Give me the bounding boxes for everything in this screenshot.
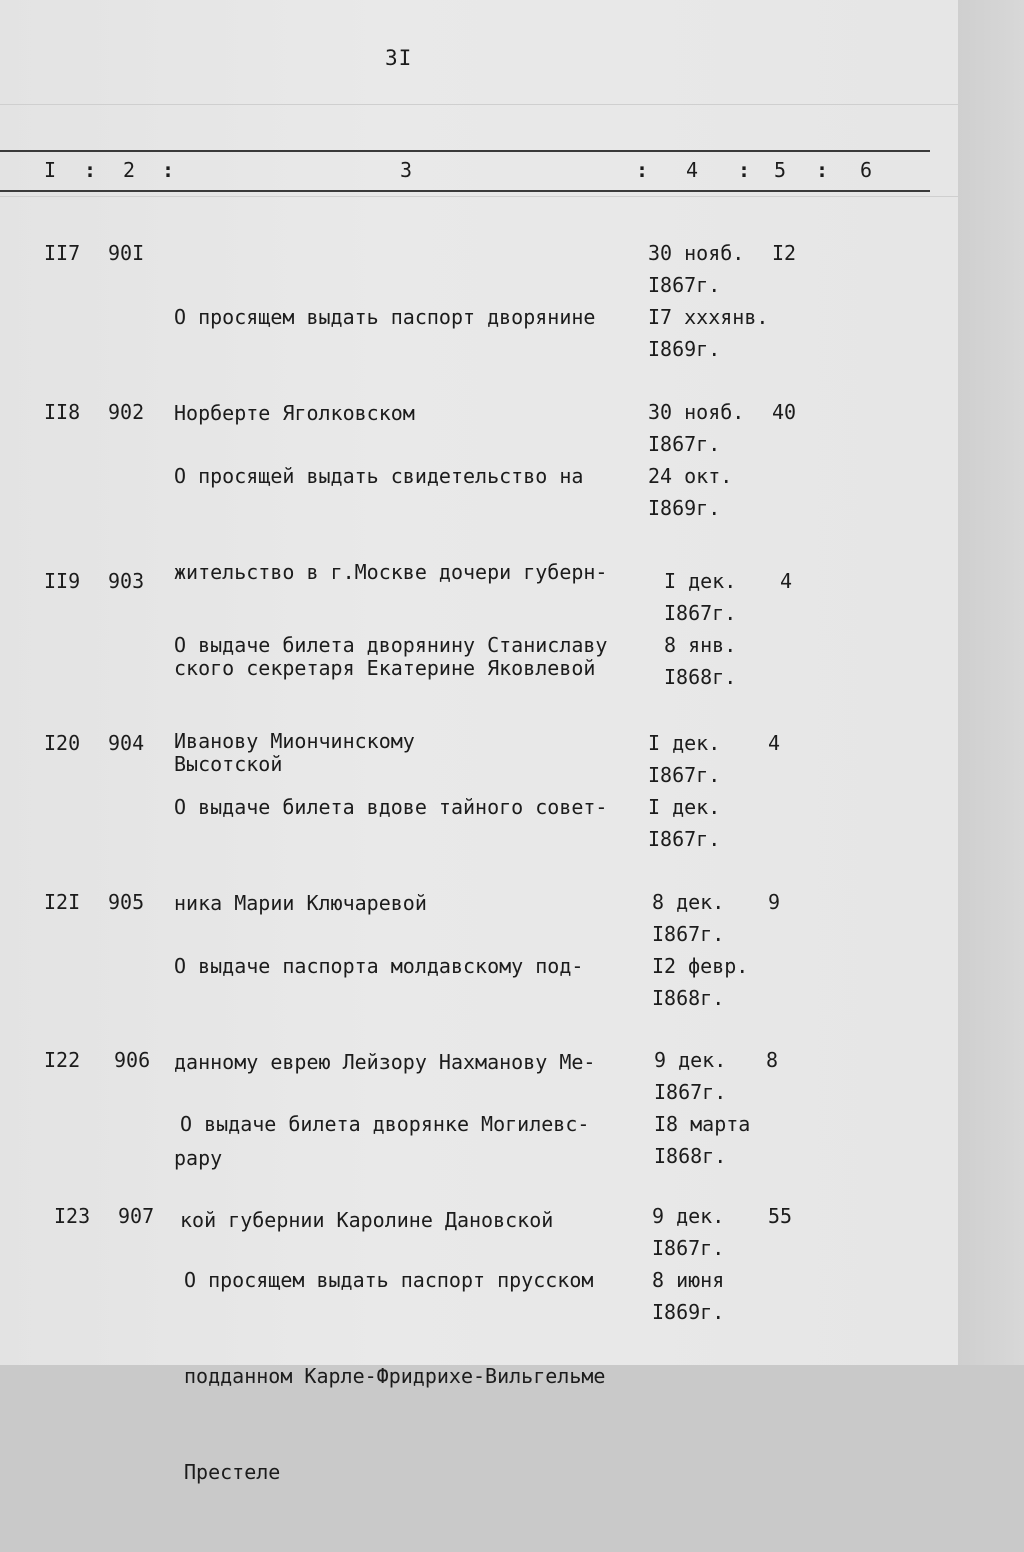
row-number: I2I — [44, 890, 81, 914]
header-separator: : — [84, 158, 97, 182]
description-line: О просящей выдать свидетельство на — [174, 464, 584, 488]
date-line: 9 дек. — [652, 1204, 725, 1228]
date-line: I868г. — [652, 986, 725, 1010]
row-dates — [648, 727, 768, 855]
date-line: I867г. — [648, 827, 721, 851]
description-line: Норберте Яголковском — [174, 401, 415, 425]
date-line: 8 янв. — [664, 633, 737, 657]
page-number: 3I — [385, 46, 413, 70]
file-number: 904 — [108, 731, 145, 755]
faint-rule — [0, 196, 958, 197]
date-line: I867г. — [654, 1080, 727, 1104]
date-line: I869г. — [648, 496, 721, 520]
row-number: I22 — [44, 1048, 81, 1072]
description-line: данному еврею Лейзору Нахманову Ме- — [174, 1050, 596, 1074]
date-line: 8 июня — [652, 1268, 725, 1292]
header-separator: : — [738, 158, 751, 182]
date-line: 30 нояб. — [648, 241, 745, 265]
description-line: О выдаче билета дворянину Станиславу — [174, 633, 608, 657]
date-line: I дек. — [664, 569, 737, 593]
row-dates — [664, 565, 784, 693]
sheet-count: 4 — [768, 731, 781, 755]
header-col-6: 6 — [860, 158, 873, 182]
description-line: жительство в г.Москве дочери губерн- — [174, 560, 608, 584]
description-line: Престеле — [184, 1460, 281, 1484]
description-line: рару — [174, 1146, 223, 1170]
header-col-2: 2 — [123, 158, 136, 182]
header-separator: : — [162, 158, 175, 182]
date-line: I869г. — [652, 1300, 725, 1324]
date-line: I869г. — [648, 337, 721, 361]
description-line: подданном Карле-Фридрихе-Вильгельме — [184, 1364, 606, 1388]
sheet-count: 4 — [780, 569, 793, 593]
description-line: Высотской — [174, 752, 283, 776]
date-line: 24 окт. — [648, 464, 733, 488]
row-description — [184, 1200, 664, 1552]
header-separator: : — [816, 158, 829, 182]
row-number: I23 — [54, 1204, 91, 1228]
description-line: О выдаче паспорта молдавскому под- — [174, 954, 584, 978]
faint-rule — [0, 104, 958, 105]
description-line: ского секретаря Екатерине Яковлевой — [174, 656, 596, 680]
date-line: I дек. — [648, 795, 721, 819]
date-line: I868г. — [664, 665, 737, 689]
sheet-count: 40 — [772, 400, 797, 424]
header-col-4: 4 — [686, 158, 699, 182]
sheet-count: 9 — [768, 890, 781, 914]
date-line: 8 дек. — [652, 890, 725, 914]
header-col-1: I — [44, 158, 57, 182]
date-line: 9 дек. — [654, 1048, 727, 1072]
description-line: О просящем выдать паспорт прусском — [184, 1268, 594, 1292]
row-number: II7 — [44, 241, 81, 265]
description-line: Иванову Миончинскому — [174, 729, 415, 753]
date-line: I867г. — [648, 273, 721, 297]
header-top-rule — [0, 150, 930, 152]
file-number: 902 — [108, 400, 145, 424]
date-line: I867г. — [664, 601, 737, 625]
header-separator: : — [636, 158, 649, 182]
row-number: II8 — [44, 400, 81, 424]
date-line: I дек. — [648, 731, 721, 755]
header-col-5: 5 — [774, 158, 787, 182]
header-col-3: 3 — [400, 158, 413, 182]
description-line: О выдаче билета дворянке Могилевс- — [180, 1112, 590, 1136]
date-line: I7 хххянв. — [648, 305, 769, 329]
file-number: 906 — [114, 1048, 151, 1072]
row-dates — [652, 886, 772, 1014]
sheet-count: 55 — [768, 1204, 793, 1228]
row-dates — [654, 1044, 774, 1172]
file-number: 90I — [108, 241, 145, 265]
row-dates — [648, 396, 768, 524]
description-line: О просящем выдать паспорт дворянине — [174, 305, 596, 329]
sheet-count: I2 — [772, 241, 797, 265]
date-line: I867г. — [648, 432, 721, 456]
description-line: О выдаче билета вдове тайного совет- — [174, 795, 608, 819]
underlying-sheet-edge — [958, 0, 1024, 1365]
header-bottom-rule — [0, 190, 930, 192]
description-line: ника Марии Ключаревой — [174, 891, 427, 915]
row-number: II9 — [44, 569, 81, 593]
date-line: I867г. — [652, 1236, 725, 1260]
row-number: I20 — [44, 731, 81, 755]
date-line: I867г. — [648, 763, 721, 787]
file-number: 907 — [118, 1204, 155, 1228]
file-number: 903 — [108, 569, 145, 593]
sheet-count: 8 — [766, 1048, 779, 1072]
date-line: I868г. — [654, 1144, 727, 1168]
date-line: I8 марта — [654, 1112, 751, 1136]
date-line: I867г. — [652, 922, 725, 946]
file-number: 905 — [108, 890, 145, 914]
row-dates — [652, 1200, 772, 1328]
description-line: кой губернии Каролине Дановской — [180, 1208, 554, 1232]
date-line: 30 нояб. — [648, 400, 745, 424]
row-dates — [648, 237, 768, 365]
date-line: I2 февр. — [652, 954, 749, 978]
